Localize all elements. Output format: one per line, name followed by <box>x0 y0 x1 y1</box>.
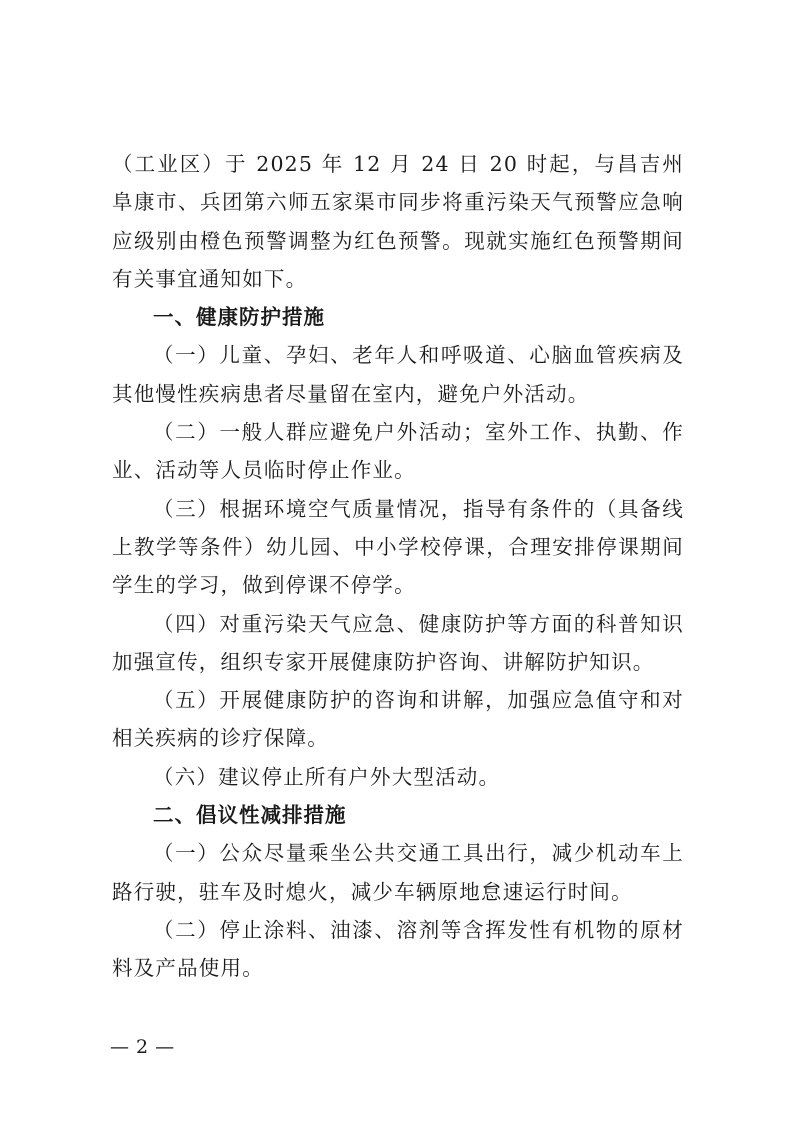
paragraph-continuation: （工业区）于 2025 年 12 月 24 日 20 时起，与昌吉州阜康市、兵团第六师五家渠市同步将重污染天气预警应急响应级别由橙色预警调整为红色预警。现就实施红色预警期间有关事宜通知如下。 <box>112 152 684 291</box>
paragraph-item: （三）根据环境空气质量情况，指导有条件的（具备线上教学等条件）幼儿园、中小学校停课，合理安排停课期间学生的学习，做到停课不停学。 <box>112 496 684 598</box>
paragraph-item: （六）建议停止所有户外大型活动。 <box>153 764 501 789</box>
paragraph-item: （四）对重污染天气应急、健康防护等方面的科普知识加强宣传，组织专家开展健康防护咨询、讲解防护知识。 <box>112 611 684 674</box>
paragraph-item: （二）停止涂料、油漆、溶剂等含挥发性有机物的原材料及产品使用。 <box>112 917 684 981</box>
section-heading-health-protection: 一、健康防护措施 <box>153 305 325 330</box>
paragraph-item: （一）儿童、孕妇、老年人和呼吸道、心脑血管疾病及其他慢性疾病患者尽量留在室内，避免户外活动。 <box>112 343 684 406</box>
document-body <box>112 145 684 988</box>
paragraph-item: （二）一般人群应避免户外活动；室外工作、执勤、作业、活动等人员临时停止作业。 <box>112 420 684 483</box>
paragraph-item: （一）公众尽量乘坐公共交通工具出行，减少机动车上路行驶，驻车及时熄火，减少车辆原地怠速运行时间。 <box>112 841 684 904</box>
page-number: — 2 — <box>110 1036 175 1058</box>
section-heading-emission-reduction: 二、倡议性减排措施 <box>153 803 347 828</box>
paragraph-item: （五）开展健康防护的咨询和讲解，加强应急值守和对相关疾病的诊疗保障。 <box>112 688 684 751</box>
